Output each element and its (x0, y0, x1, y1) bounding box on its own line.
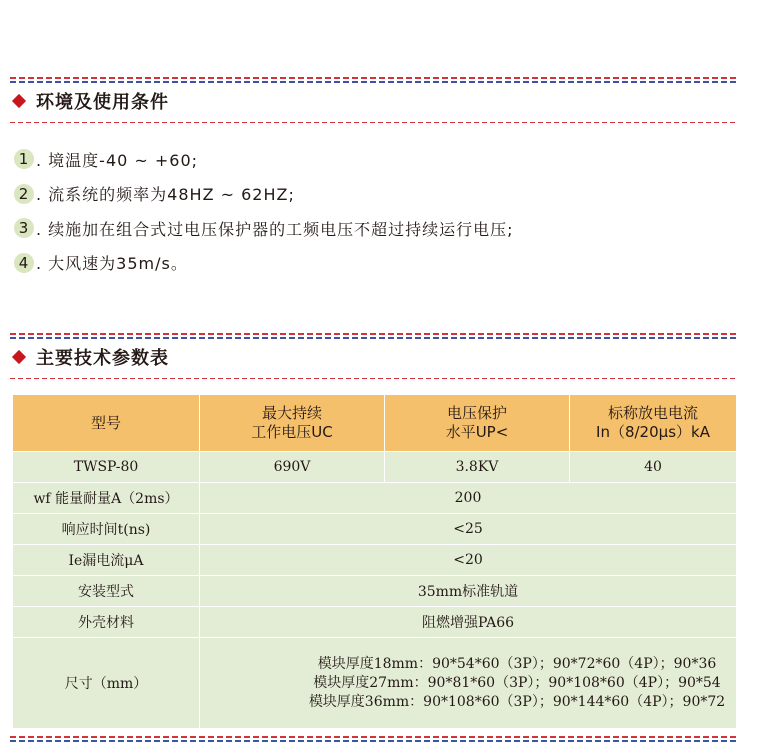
row-label: 响应时间t(ns) (13, 514, 200, 545)
table-row (13, 452, 737, 483)
header-max-voltage: 最大持续 工作电压UC (200, 395, 385, 452)
params-table (12, 394, 737, 729)
list-item (14, 251, 514, 275)
title-underline (10, 122, 736, 123)
header-model: 型号 (13, 395, 200, 452)
section-separator (10, 736, 736, 744)
number-badge: 4 (14, 253, 34, 273)
header-discharge-current: 标称放电电流 In（8/20μs）kA (570, 395, 737, 452)
table-cell: 40 (570, 452, 737, 483)
section-separator (10, 333, 736, 341)
table-row (13, 545, 737, 576)
table-row (13, 514, 737, 545)
diamond-bullet-icon (12, 94, 26, 108)
row-value: <20 (200, 545, 737, 576)
number-badge: 3 (14, 218, 34, 238)
section-separator (10, 77, 736, 85)
list-item (14, 147, 514, 171)
title-underline (10, 378, 736, 379)
list-item-text: . 大风速为35m/s。 (36, 254, 188, 273)
table-row (13, 607, 737, 638)
section-title-conditions: 环境及使用条件 (12, 90, 169, 112)
row-value: 200 (200, 483, 737, 514)
list-item (14, 182, 514, 206)
row-label: Ie漏电流μA (13, 545, 200, 576)
row-label: wf 能量耐量A（2ms） (13, 483, 200, 514)
table-cell: 690V (200, 452, 385, 483)
table-row (13, 483, 737, 514)
row-label: 外壳材料 (13, 607, 200, 638)
header-protection-level: 电压保护 水平UP< (385, 395, 570, 452)
dimension-line: 模块厚度36mm：90*108*60（3P）；90*144*60（4P）；90*72 (308, 693, 726, 710)
row-label: 安装型式 (13, 576, 200, 607)
table-header-row (13, 395, 737, 452)
number-badge: 1 (14, 149, 34, 169)
row-value: <25 (200, 514, 737, 545)
section-title-params: 主要技术参数表 (12, 346, 169, 368)
number-badge: 2 (14, 184, 34, 204)
table-cell: TWSP-80 (13, 452, 200, 483)
list-item-text: . 流系统的频率为48HZ ~ 62HZ; (36, 185, 295, 204)
dimension-line: 模块厚度27mm：90*81*60（3P）；90*108*60（4P）；90*54 (313, 674, 721, 691)
conditions-list (14, 147, 514, 285)
row-value: 阻燃增强PA66 (200, 607, 737, 638)
dimensions-values (200, 638, 737, 729)
row-label: 尺寸（mm） (13, 638, 200, 729)
list-item (14, 216, 514, 240)
table-row-dimensions (13, 638, 737, 729)
row-value: 35mm标准轨道 (200, 576, 737, 607)
diamond-bullet-icon (12, 350, 26, 364)
table-row (13, 576, 737, 607)
table-cell: 3.8KV (385, 452, 570, 483)
list-item-text: . 续施加在组合式过电压保护器的工频电压不超过持续运行电压; (36, 219, 514, 239)
dimension-line: 模块厚度18mm：90*54*60（3P）；90*72*60（4P）；90*36 (317, 655, 717, 672)
list-item-text: . 境温度-40 ~ +60; (36, 150, 199, 170)
